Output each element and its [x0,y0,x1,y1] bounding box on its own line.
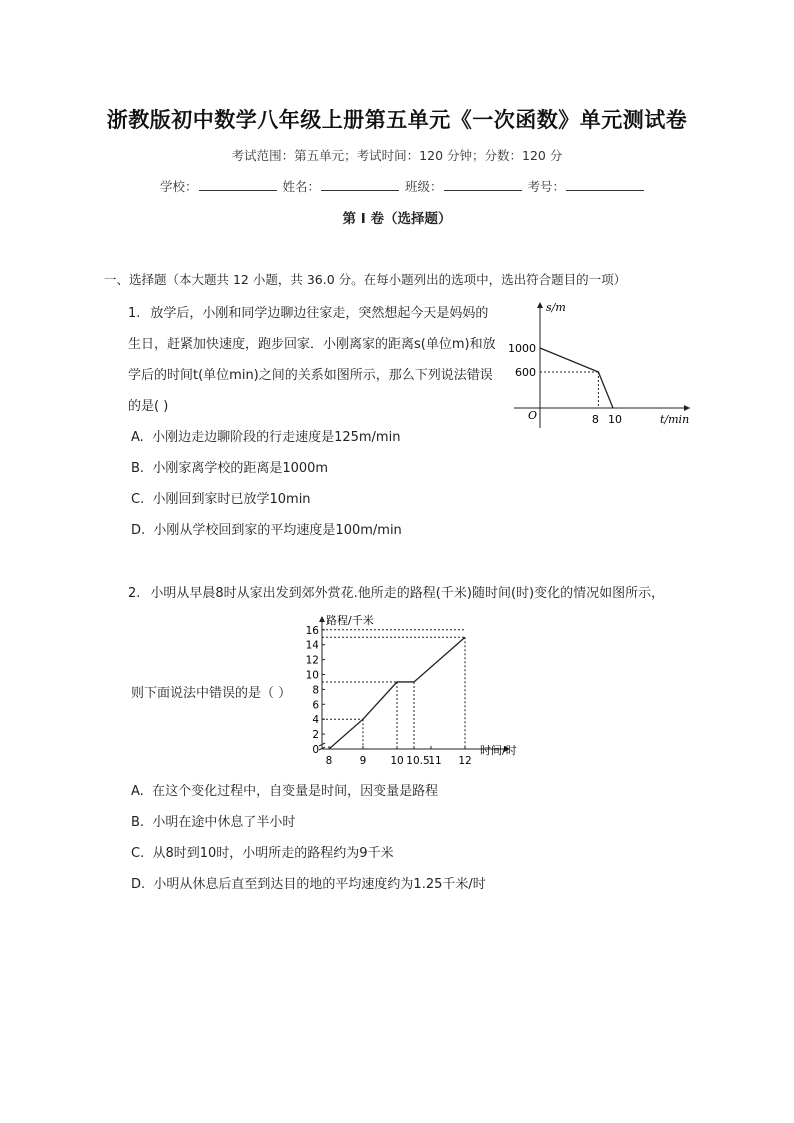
x-tick-label: 8 [325,755,333,767]
volume-heading: 第 I 卷（选择题） [342,211,452,227]
y-tick-label: 600 [515,366,536,379]
option-text: 小刚边走边聊阶段的行走速度是125m/min [152,430,401,445]
y-tick-label: 14 [305,639,319,652]
x-tick-label: 8 [591,413,599,426]
option-label: B. [131,815,145,830]
question-2-prompt: 则下面说法中错误的是（ ） [131,686,292,701]
x-axis-label: t/min [660,413,690,426]
name-label: 姓名： [282,179,321,194]
q1-option-c[interactable] [131,488,311,507]
class-label: 班级： [405,179,443,194]
y-tick-label: 2 [312,729,319,742]
q1-option-a[interactable] [131,426,400,445]
question-text-line1: 小明从早晨8时从家出发到郊外赏花.他所走的路程(千米)随时间(时)变化的情况如图所示， [150,586,665,601]
q2-option-c[interactable] [131,842,394,861]
option-text: 小刚从学校回到家的平均速度是100m/min [153,523,402,538]
series-line [329,637,465,749]
q2-option-d[interactable] [131,873,486,892]
x-tick-label: 11 [428,755,442,767]
option-text: 小明从休息后直至到达目的地的平均速度约为1.25千米/时 [153,877,486,892]
question-1 [128,298,500,422]
question-number: 2. [128,586,141,601]
question-number: 1. [128,306,141,321]
option-text: 在这个变化过程中，自变量是时间，因变量是路程 [152,784,439,799]
y-tick-label: 8 [312,684,319,697]
q2-option-b[interactable] [131,811,295,830]
section-heading: 一、选择题（本大题共 12 小题，共 36.0 分。在每小题列出的选项中，选出符合题目的一项） [104,272,627,287]
x-tick-label: 12 [458,755,472,767]
x-tick-label: 10.5 [406,755,430,767]
y-tick-label: 10 [305,669,319,682]
option-label: C. [131,846,145,861]
option-text: 小刚家离学校的距离是1000m [152,461,329,476]
option-label: B. [131,461,145,476]
y-axis-arrow [537,302,543,308]
option-label: D. [131,877,146,892]
page-title: 浙教版初中数学八年级上册第五单元《一次函数》单元测试卷 [106,107,688,132]
origin-label: O [528,409,538,422]
q1-distance-time-graph [500,292,700,432]
name-blank[interactable] [321,178,399,191]
x-tick-label: 10 [390,755,404,767]
q1-option-b[interactable] [131,457,328,476]
x-axis-label: 时间/时 [480,744,517,757]
x-tick-label: 9 [359,755,367,767]
option-text: 小刚回到家时已放学10min [152,492,311,507]
exam-id-blank[interactable] [566,178,644,191]
q2-route-time-graph [300,608,530,770]
q1-option-d[interactable] [131,519,402,538]
exam-id-label: 考号： [527,179,566,194]
school-label: 学校： [160,179,198,194]
school-blank[interactable] [199,178,277,191]
option-label: D. [131,523,146,538]
question-text: 放学后，小刚和同学边聊边往家走，突然想起今天是妈妈的生日，赶紧加快速度，跑步回家．小刚离家的距离s(单位m)和放学后的时间t(单位min)之间的关系如图所示，那么下列说法错误的是( ) [128,306,496,414]
y-tick-label: 4 [312,714,319,727]
option-label: A. [131,784,144,799]
option-label: A. [131,430,144,445]
y-axis-label: 路程/千米 [326,614,374,627]
y-tick-label: 6 [312,699,319,712]
class-blank[interactable] [444,178,522,191]
question-2 [128,582,664,601]
y-axis-label: s/m [546,301,566,314]
q2-option-a[interactable] [131,780,438,799]
option-text: 小明在途中休息了半小时 [152,815,296,830]
y-axis-arrow [319,616,325,622]
y-tick-label: 0 [312,744,319,756]
x-axis-arrow [684,405,690,411]
y-tick-label: 16 [305,624,319,637]
y-tick-label: 12 [305,654,319,667]
x-tick-label: 10 [608,413,622,426]
option-label: C. [131,492,145,507]
student-fields [160,177,646,195]
option-text: 从8时到10时，小明所走的路程约为9千米 [152,846,394,861]
exam-info: 考试范围：第五单元；考试时间：120 分钟；分数：120 分 [231,148,563,163]
series-line [540,348,613,408]
y-tick-label: 1000 [508,342,536,355]
